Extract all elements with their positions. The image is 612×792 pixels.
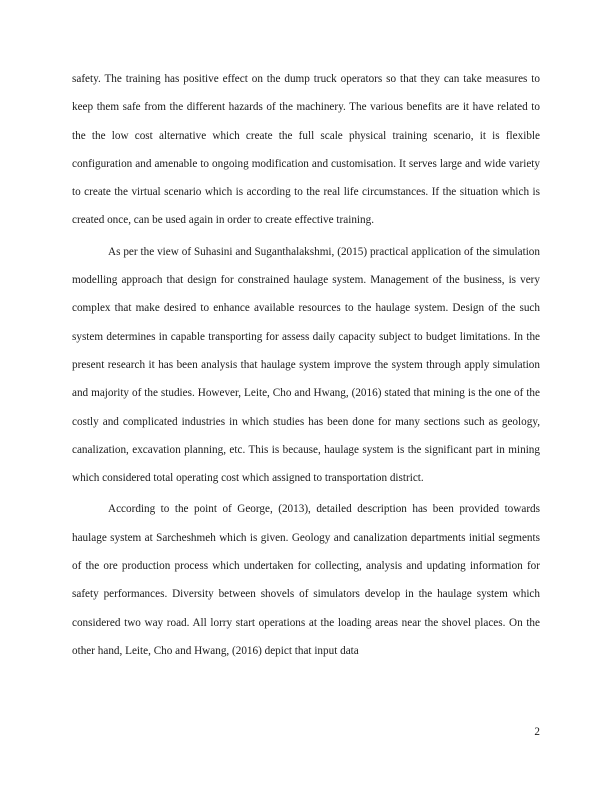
body-text — [72, 65, 540, 665]
page-number: 2 — [534, 726, 540, 738]
paragraph-2: As per the view of Suhasini and Suganthalakshmi, (2015) practical application of the simulation modelling approach that design for constrained haulage system. Management of the business, is very complex that make desired to enhance available resources to the haulage system. Design of the such system determines in capable transporting for assess daily capacity subject to budget limitations. In the present research it has been analysis that haulage system improve the system through apply simulation and majority of the studies. However, Leite, Cho and Hwang, (2016) stated that mining is the one of the costly and complicated industries in which studies has been done for many sections such as geology, canalization, excavation planning, etc. This is because, haulage system is the significant part in mining which considered total operating cost which assigned to transportation district. — [72, 245, 540, 485]
paragraph-3: According to the point of George, (2013), detailed description has been provided towards haulage system at Sarcheshmeh which is given. Geology and canalization departments initial segments of the ore production process which undertaken for collecting, analysis and updating information for safety performances. Diversity between shovels of simulators develop in the haulage system which considered two way road. All lorry start operations at the loading areas near the shovel places. On the other hand, Leite, Cho and Hwang, (2016) depict that input data — [72, 503, 540, 657]
paragraph-1: safety. The training has positive effect on the dump truck operators so that they can take measures to keep them safe from the different hazards of the machinery. The various benefits are it have related to the the low cost alternative which create the full scale physical training scenario, it is flexible configuration and amenable to ongoing modification and customisation. It serves large and wide variety to create the virtual scenario which is according to the real life circumstances. If the situation which is created once, can be used again in order to create effective training. — [72, 73, 540, 227]
